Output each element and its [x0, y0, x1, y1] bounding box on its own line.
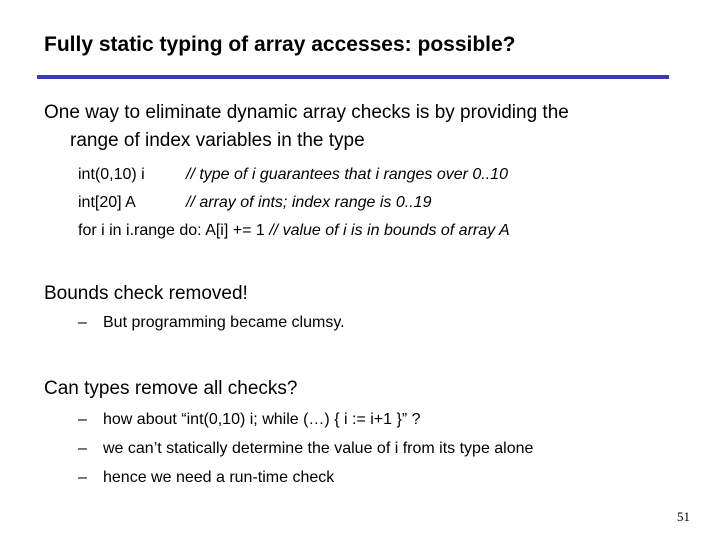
code-text: int[20] A [78, 194, 136, 211]
code-text: int(0,10) i [78, 166, 145, 183]
bounds-heading: Bounds check removed! [44, 283, 248, 304]
bullet-text: we can’t statically determine the value of i from its type alone [103, 440, 534, 457]
code-comment: // array of ints; index range is 0..19 [186, 194, 432, 211]
title-underline [37, 75, 669, 79]
types-heading: Can types remove all checks? [44, 378, 298, 399]
bullet-dash: – [78, 314, 87, 331]
page-number: 51 [677, 509, 690, 524]
code-line-1 [78, 166, 508, 184]
types-bullet-2 [78, 440, 533, 458]
bullet-dash: – [78, 411, 87, 428]
code-line-3 [78, 222, 510, 240]
bounds-bullet [78, 314, 345, 332]
bullet-text: But programming became clumsy. [103, 314, 345, 331]
code-comment: // value of i is in bounds of array A [269, 222, 510, 239]
bullet-text: hence we need a run-time check [103, 469, 335, 486]
code-line-2 [78, 194, 432, 212]
slide-title: Fully static typing of array accesses: possible? [44, 33, 516, 56]
code-comment: // type of i guarantees that i ranges over 0..10 [186, 166, 508, 183]
intro-line-2: range of index variables in the type [70, 130, 365, 151]
types-bullet-1 [78, 411, 420, 429]
types-bullet-3 [78, 469, 334, 487]
intro-line-1: One way to eliminate dynamic array checks is by providing the [44, 102, 569, 123]
bullet-text: how about “int(0,10) i; while (…) { i := i+1 }” ? [103, 411, 421, 428]
bullet-dash: – [78, 469, 87, 486]
bullet-dash: – [78, 440, 87, 457]
code-text: for i in i.range do: A[i] += 1 [78, 222, 265, 239]
